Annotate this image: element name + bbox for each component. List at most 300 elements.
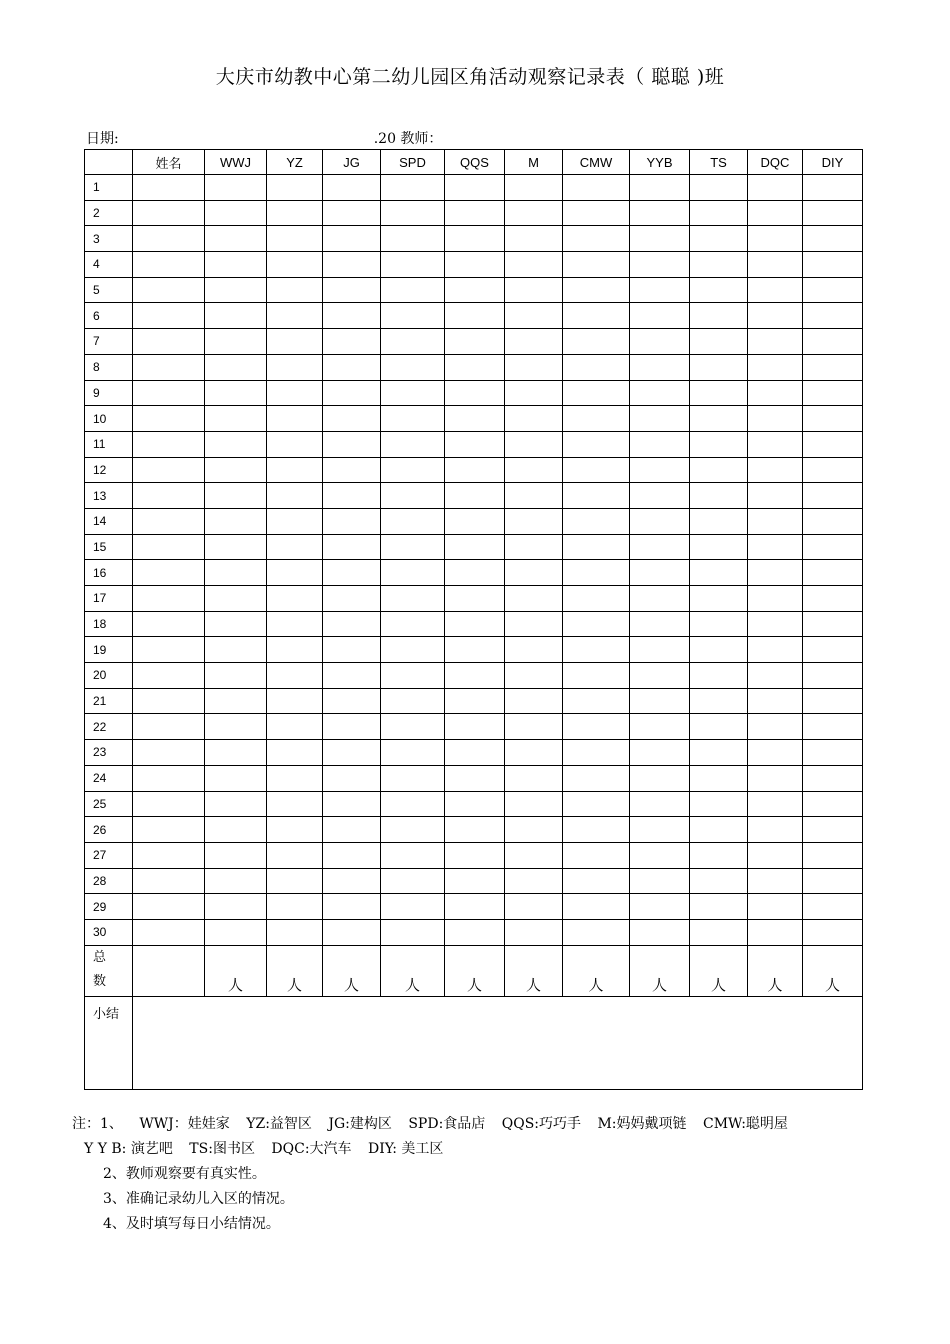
record-cell[interactable] bbox=[748, 200, 803, 226]
record-cell[interactable] bbox=[748, 586, 803, 612]
record-cell[interactable] bbox=[323, 406, 381, 432]
record-cell[interactable] bbox=[563, 791, 630, 817]
total-cell-qqs[interactable]: 人 bbox=[445, 945, 505, 996]
record-cell[interactable] bbox=[381, 714, 445, 740]
record-cell[interactable] bbox=[748, 380, 803, 406]
record-cell[interactable] bbox=[267, 714, 323, 740]
record-cell[interactable] bbox=[445, 765, 505, 791]
record-cell[interactable] bbox=[445, 483, 505, 509]
record-cell[interactable] bbox=[630, 586, 690, 612]
record-cell[interactable] bbox=[563, 354, 630, 380]
record-cell[interactable] bbox=[803, 791, 863, 817]
record-cell[interactable] bbox=[505, 611, 563, 637]
name-cell[interactable] bbox=[133, 252, 205, 278]
record-cell[interactable] bbox=[267, 457, 323, 483]
record-cell[interactable] bbox=[267, 277, 323, 303]
total-cell-dqc[interactable]: 人 bbox=[748, 945, 803, 996]
record-cell[interactable] bbox=[323, 226, 381, 252]
record-cell[interactable] bbox=[445, 406, 505, 432]
record-cell[interactable] bbox=[445, 175, 505, 201]
record-cell[interactable] bbox=[630, 714, 690, 740]
record-cell[interactable] bbox=[803, 611, 863, 637]
record-cell[interactable] bbox=[267, 919, 323, 945]
record-cell[interactable] bbox=[563, 688, 630, 714]
record-cell[interactable] bbox=[690, 611, 748, 637]
name-cell[interactable] bbox=[133, 688, 205, 714]
record-cell[interactable] bbox=[205, 457, 267, 483]
record-cell[interactable] bbox=[205, 534, 267, 560]
record-cell[interactable] bbox=[630, 740, 690, 766]
record-cell[interactable] bbox=[381, 894, 445, 920]
record-cell[interactable] bbox=[381, 483, 445, 509]
record-cell[interactable] bbox=[267, 354, 323, 380]
record-cell[interactable] bbox=[445, 611, 505, 637]
record-cell[interactable] bbox=[630, 894, 690, 920]
record-cell[interactable] bbox=[267, 406, 323, 432]
record-cell[interactable] bbox=[690, 303, 748, 329]
record-cell[interactable] bbox=[381, 560, 445, 586]
name-cell[interactable] bbox=[133, 842, 205, 868]
name-cell[interactable] bbox=[133, 431, 205, 457]
record-cell[interactable] bbox=[205, 483, 267, 509]
name-cell[interactable] bbox=[133, 534, 205, 560]
record-cell[interactable] bbox=[205, 611, 267, 637]
record-cell[interactable] bbox=[630, 277, 690, 303]
record-cell[interactable] bbox=[690, 354, 748, 380]
record-cell[interactable] bbox=[690, 457, 748, 483]
record-cell[interactable] bbox=[748, 329, 803, 355]
record-cell[interactable] bbox=[630, 457, 690, 483]
record-cell[interactable] bbox=[505, 431, 563, 457]
record-cell[interactable] bbox=[381, 817, 445, 843]
record-cell[interactable] bbox=[748, 508, 803, 534]
record-cell[interactable] bbox=[381, 765, 445, 791]
record-cell[interactable] bbox=[445, 637, 505, 663]
record-cell[interactable] bbox=[690, 200, 748, 226]
record-cell[interactable] bbox=[323, 868, 381, 894]
record-cell[interactable] bbox=[205, 688, 267, 714]
record-cell[interactable] bbox=[563, 252, 630, 278]
record-cell[interactable] bbox=[803, 714, 863, 740]
record-cell[interactable] bbox=[690, 483, 748, 509]
record-cell[interactable] bbox=[381, 868, 445, 894]
record-cell[interactable] bbox=[205, 740, 267, 766]
record-cell[interactable] bbox=[563, 329, 630, 355]
name-cell[interactable] bbox=[133, 586, 205, 612]
record-cell[interactable] bbox=[381, 303, 445, 329]
record-cell[interactable] bbox=[690, 252, 748, 278]
record-cell[interactable] bbox=[205, 663, 267, 689]
record-cell[interactable] bbox=[381, 329, 445, 355]
record-cell[interactable] bbox=[445, 329, 505, 355]
record-cell[interactable] bbox=[323, 175, 381, 201]
name-cell[interactable] bbox=[133, 637, 205, 663]
record-cell[interactable] bbox=[630, 637, 690, 663]
record-cell[interactable] bbox=[205, 406, 267, 432]
record-cell[interactable] bbox=[748, 868, 803, 894]
record-cell[interactable] bbox=[803, 508, 863, 534]
record-cell[interactable] bbox=[505, 406, 563, 432]
record-cell[interactable] bbox=[323, 277, 381, 303]
record-cell[interactable] bbox=[630, 508, 690, 534]
record-cell[interactable] bbox=[690, 277, 748, 303]
record-cell[interactable] bbox=[505, 457, 563, 483]
record-cell[interactable] bbox=[803, 637, 863, 663]
record-cell[interactable] bbox=[803, 560, 863, 586]
record-cell[interactable] bbox=[690, 226, 748, 252]
record-cell[interactable] bbox=[748, 919, 803, 945]
record-cell[interactable] bbox=[748, 611, 803, 637]
record-cell[interactable] bbox=[267, 842, 323, 868]
record-cell[interactable] bbox=[690, 175, 748, 201]
record-cell[interactable] bbox=[323, 329, 381, 355]
record-cell[interactable] bbox=[630, 791, 690, 817]
total-cell-cmw[interactable]: 人 bbox=[563, 945, 630, 996]
record-cell[interactable] bbox=[205, 586, 267, 612]
record-cell[interactable] bbox=[205, 303, 267, 329]
record-cell[interactable] bbox=[381, 688, 445, 714]
record-cell[interactable] bbox=[748, 637, 803, 663]
record-cell[interactable] bbox=[803, 457, 863, 483]
record-cell[interactable] bbox=[205, 919, 267, 945]
record-cell[interactable] bbox=[445, 919, 505, 945]
record-cell[interactable] bbox=[205, 842, 267, 868]
record-cell[interactable] bbox=[563, 508, 630, 534]
name-cell[interactable] bbox=[133, 200, 205, 226]
record-cell[interactable] bbox=[505, 200, 563, 226]
record-cell[interactable] bbox=[748, 765, 803, 791]
name-cell[interactable] bbox=[133, 380, 205, 406]
record-cell[interactable] bbox=[323, 354, 381, 380]
record-cell[interactable] bbox=[748, 894, 803, 920]
record-cell[interactable] bbox=[381, 380, 445, 406]
record-cell[interactable] bbox=[323, 688, 381, 714]
record-cell[interactable] bbox=[323, 791, 381, 817]
record-cell[interactable] bbox=[748, 560, 803, 586]
record-cell[interactable] bbox=[748, 483, 803, 509]
name-cell[interactable] bbox=[133, 560, 205, 586]
total-cell-diy[interactable]: 人 bbox=[803, 945, 863, 996]
record-cell[interactable] bbox=[323, 508, 381, 534]
record-cell[interactable] bbox=[381, 611, 445, 637]
record-cell[interactable] bbox=[563, 740, 630, 766]
record-cell[interactable] bbox=[563, 586, 630, 612]
record-cell[interactable] bbox=[505, 354, 563, 380]
name-cell[interactable] bbox=[133, 868, 205, 894]
record-cell[interactable] bbox=[690, 534, 748, 560]
record-cell[interactable] bbox=[690, 894, 748, 920]
record-cell[interactable] bbox=[505, 919, 563, 945]
record-cell[interactable] bbox=[505, 534, 563, 560]
name-cell[interactable] bbox=[133, 919, 205, 945]
record-cell[interactable] bbox=[267, 894, 323, 920]
record-cell[interactable] bbox=[323, 431, 381, 457]
record-cell[interactable] bbox=[690, 817, 748, 843]
record-cell[interactable] bbox=[563, 637, 630, 663]
record-cell[interactable] bbox=[381, 354, 445, 380]
record-cell[interactable] bbox=[748, 175, 803, 201]
record-cell[interactable] bbox=[381, 637, 445, 663]
record-cell[interactable] bbox=[690, 586, 748, 612]
record-cell[interactable] bbox=[505, 868, 563, 894]
record-cell[interactable] bbox=[630, 688, 690, 714]
record-cell[interactable] bbox=[630, 252, 690, 278]
record-cell[interactable] bbox=[748, 817, 803, 843]
record-cell[interactable] bbox=[267, 431, 323, 457]
name-cell[interactable] bbox=[133, 354, 205, 380]
record-cell[interactable] bbox=[563, 919, 630, 945]
record-cell[interactable] bbox=[445, 303, 505, 329]
record-cell[interactable] bbox=[323, 765, 381, 791]
record-cell[interactable] bbox=[505, 586, 563, 612]
name-cell[interactable] bbox=[133, 303, 205, 329]
record-cell[interactable] bbox=[803, 354, 863, 380]
record-cell[interactable] bbox=[205, 791, 267, 817]
record-cell[interactable] bbox=[803, 663, 863, 689]
record-cell[interactable] bbox=[505, 380, 563, 406]
record-cell[interactable] bbox=[505, 817, 563, 843]
record-cell[interactable] bbox=[205, 765, 267, 791]
name-cell[interactable] bbox=[133, 226, 205, 252]
record-cell[interactable] bbox=[205, 817, 267, 843]
record-cell[interactable] bbox=[323, 663, 381, 689]
record-cell[interactable] bbox=[803, 842, 863, 868]
record-cell[interactable] bbox=[748, 226, 803, 252]
record-cell[interactable] bbox=[748, 277, 803, 303]
record-cell[interactable] bbox=[323, 483, 381, 509]
record-cell[interactable] bbox=[445, 791, 505, 817]
record-cell[interactable] bbox=[205, 277, 267, 303]
record-cell[interactable] bbox=[748, 714, 803, 740]
total-cell-wwj[interactable]: 人 bbox=[205, 945, 267, 996]
record-cell[interactable] bbox=[803, 534, 863, 560]
record-cell[interactable] bbox=[267, 483, 323, 509]
record-cell[interactable] bbox=[690, 791, 748, 817]
record-cell[interactable] bbox=[630, 303, 690, 329]
name-cell[interactable] bbox=[133, 611, 205, 637]
record-cell[interactable] bbox=[445, 868, 505, 894]
record-cell[interactable] bbox=[630, 611, 690, 637]
record-cell[interactable] bbox=[803, 483, 863, 509]
record-cell[interactable] bbox=[563, 406, 630, 432]
record-cell[interactable] bbox=[323, 252, 381, 278]
record-cell[interactable] bbox=[381, 277, 445, 303]
record-cell[interactable] bbox=[323, 611, 381, 637]
record-cell[interactable] bbox=[323, 919, 381, 945]
record-cell[interactable] bbox=[505, 740, 563, 766]
record-cell[interactable] bbox=[803, 380, 863, 406]
record-cell[interactable] bbox=[748, 842, 803, 868]
record-cell[interactable] bbox=[803, 277, 863, 303]
total-name-cell[interactable] bbox=[133, 945, 205, 996]
record-cell[interactable] bbox=[323, 842, 381, 868]
record-cell[interactable] bbox=[445, 714, 505, 740]
record-cell[interactable] bbox=[690, 919, 748, 945]
record-cell[interactable] bbox=[267, 586, 323, 612]
record-cell[interactable] bbox=[445, 380, 505, 406]
record-cell[interactable] bbox=[381, 842, 445, 868]
record-cell[interactable] bbox=[205, 560, 267, 586]
record-cell[interactable] bbox=[205, 508, 267, 534]
record-cell[interactable] bbox=[563, 483, 630, 509]
record-cell[interactable] bbox=[505, 688, 563, 714]
name-cell[interactable] bbox=[133, 329, 205, 355]
record-cell[interactable] bbox=[445, 894, 505, 920]
record-cell[interactable] bbox=[323, 303, 381, 329]
record-cell[interactable] bbox=[205, 252, 267, 278]
record-cell[interactable] bbox=[381, 200, 445, 226]
record-cell[interactable] bbox=[323, 457, 381, 483]
record-cell[interactable] bbox=[630, 765, 690, 791]
record-cell[interactable] bbox=[563, 765, 630, 791]
record-cell[interactable] bbox=[267, 688, 323, 714]
record-cell[interactable] bbox=[690, 663, 748, 689]
record-cell[interactable] bbox=[445, 508, 505, 534]
record-cell[interactable] bbox=[690, 329, 748, 355]
record-cell[interactable] bbox=[563, 380, 630, 406]
record-cell[interactable] bbox=[505, 791, 563, 817]
record-cell[interactable] bbox=[445, 817, 505, 843]
record-cell[interactable] bbox=[630, 663, 690, 689]
record-cell[interactable] bbox=[690, 842, 748, 868]
record-cell[interactable] bbox=[803, 894, 863, 920]
record-cell[interactable] bbox=[267, 868, 323, 894]
record-cell[interactable] bbox=[630, 868, 690, 894]
record-cell[interactable] bbox=[267, 175, 323, 201]
record-cell[interactable] bbox=[381, 791, 445, 817]
record-cell[interactable] bbox=[323, 380, 381, 406]
record-cell[interactable] bbox=[445, 354, 505, 380]
record-cell[interactable] bbox=[505, 508, 563, 534]
record-cell[interactable] bbox=[445, 560, 505, 586]
record-cell[interactable] bbox=[267, 226, 323, 252]
record-cell[interactable] bbox=[505, 329, 563, 355]
record-cell[interactable] bbox=[748, 431, 803, 457]
record-cell[interactable] bbox=[205, 637, 267, 663]
record-cell[interactable] bbox=[690, 868, 748, 894]
record-cell[interactable] bbox=[630, 406, 690, 432]
record-cell[interactable] bbox=[748, 688, 803, 714]
record-cell[interactable] bbox=[563, 560, 630, 586]
record-cell[interactable] bbox=[690, 688, 748, 714]
record-cell[interactable] bbox=[630, 329, 690, 355]
record-cell[interactable] bbox=[381, 508, 445, 534]
record-cell[interactable] bbox=[505, 175, 563, 201]
record-cell[interactable] bbox=[630, 534, 690, 560]
record-cell[interactable] bbox=[563, 611, 630, 637]
record-cell[interactable] bbox=[205, 431, 267, 457]
record-cell[interactable] bbox=[563, 714, 630, 740]
record-cell[interactable] bbox=[630, 919, 690, 945]
name-cell[interactable] bbox=[133, 508, 205, 534]
record-cell[interactable] bbox=[690, 380, 748, 406]
record-cell[interactable] bbox=[748, 740, 803, 766]
record-cell[interactable] bbox=[690, 508, 748, 534]
name-cell[interactable] bbox=[133, 740, 205, 766]
record-cell[interactable] bbox=[205, 200, 267, 226]
record-cell[interactable] bbox=[205, 714, 267, 740]
record-cell[interactable] bbox=[630, 842, 690, 868]
record-cell[interactable] bbox=[563, 303, 630, 329]
record-cell[interactable] bbox=[505, 765, 563, 791]
record-cell[interactable] bbox=[748, 406, 803, 432]
record-cell[interactable] bbox=[381, 431, 445, 457]
total-cell-yz[interactable]: 人 bbox=[267, 945, 323, 996]
record-cell[interactable] bbox=[563, 457, 630, 483]
record-cell[interactable] bbox=[205, 894, 267, 920]
record-cell[interactable] bbox=[267, 329, 323, 355]
record-cell[interactable] bbox=[630, 560, 690, 586]
record-cell[interactable] bbox=[803, 329, 863, 355]
record-cell[interactable] bbox=[205, 380, 267, 406]
record-cell[interactable] bbox=[505, 560, 563, 586]
record-cell[interactable] bbox=[323, 200, 381, 226]
name-cell[interactable] bbox=[133, 406, 205, 432]
record-cell[interactable] bbox=[690, 560, 748, 586]
record-cell[interactable] bbox=[563, 663, 630, 689]
record-cell[interactable] bbox=[630, 226, 690, 252]
record-cell[interactable] bbox=[381, 252, 445, 278]
record-cell[interactable] bbox=[690, 431, 748, 457]
record-cell[interactable] bbox=[381, 534, 445, 560]
record-cell[interactable] bbox=[690, 765, 748, 791]
record-cell[interactable] bbox=[381, 740, 445, 766]
record-cell[interactable] bbox=[505, 637, 563, 663]
record-cell[interactable] bbox=[690, 637, 748, 663]
record-cell[interactable] bbox=[445, 200, 505, 226]
record-cell[interactable] bbox=[267, 252, 323, 278]
record-cell[interactable] bbox=[563, 534, 630, 560]
record-cell[interactable] bbox=[381, 586, 445, 612]
record-cell[interactable] bbox=[445, 252, 505, 278]
record-cell[interactable] bbox=[630, 175, 690, 201]
record-cell[interactable] bbox=[630, 817, 690, 843]
record-cell[interactable] bbox=[267, 765, 323, 791]
record-cell[interactable] bbox=[381, 663, 445, 689]
record-cell[interactable] bbox=[563, 175, 630, 201]
record-cell[interactable] bbox=[323, 534, 381, 560]
record-cell[interactable] bbox=[803, 200, 863, 226]
record-cell[interactable] bbox=[267, 508, 323, 534]
record-cell[interactable] bbox=[803, 919, 863, 945]
record-cell[interactable] bbox=[803, 303, 863, 329]
record-cell[interactable] bbox=[748, 457, 803, 483]
record-cell[interactable] bbox=[267, 303, 323, 329]
record-cell[interactable] bbox=[445, 226, 505, 252]
record-cell[interactable] bbox=[323, 637, 381, 663]
record-cell[interactable] bbox=[445, 534, 505, 560]
record-cell[interactable] bbox=[445, 688, 505, 714]
total-cell-jg[interactable]: 人 bbox=[323, 945, 381, 996]
record-cell[interactable] bbox=[267, 740, 323, 766]
record-cell[interactable] bbox=[323, 740, 381, 766]
record-cell[interactable] bbox=[445, 457, 505, 483]
record-cell[interactable] bbox=[267, 200, 323, 226]
name-cell[interactable] bbox=[133, 277, 205, 303]
name-cell[interactable] bbox=[133, 175, 205, 201]
record-cell[interactable] bbox=[748, 303, 803, 329]
record-cell[interactable] bbox=[445, 431, 505, 457]
record-cell[interactable] bbox=[445, 842, 505, 868]
record-cell[interactable] bbox=[690, 740, 748, 766]
record-cell[interactable] bbox=[563, 226, 630, 252]
record-cell[interactable] bbox=[505, 303, 563, 329]
record-cell[interactable] bbox=[748, 534, 803, 560]
record-cell[interactable] bbox=[323, 714, 381, 740]
record-cell[interactable] bbox=[267, 663, 323, 689]
total-cell-spd[interactable]: 人 bbox=[381, 945, 445, 996]
record-cell[interactable] bbox=[505, 842, 563, 868]
